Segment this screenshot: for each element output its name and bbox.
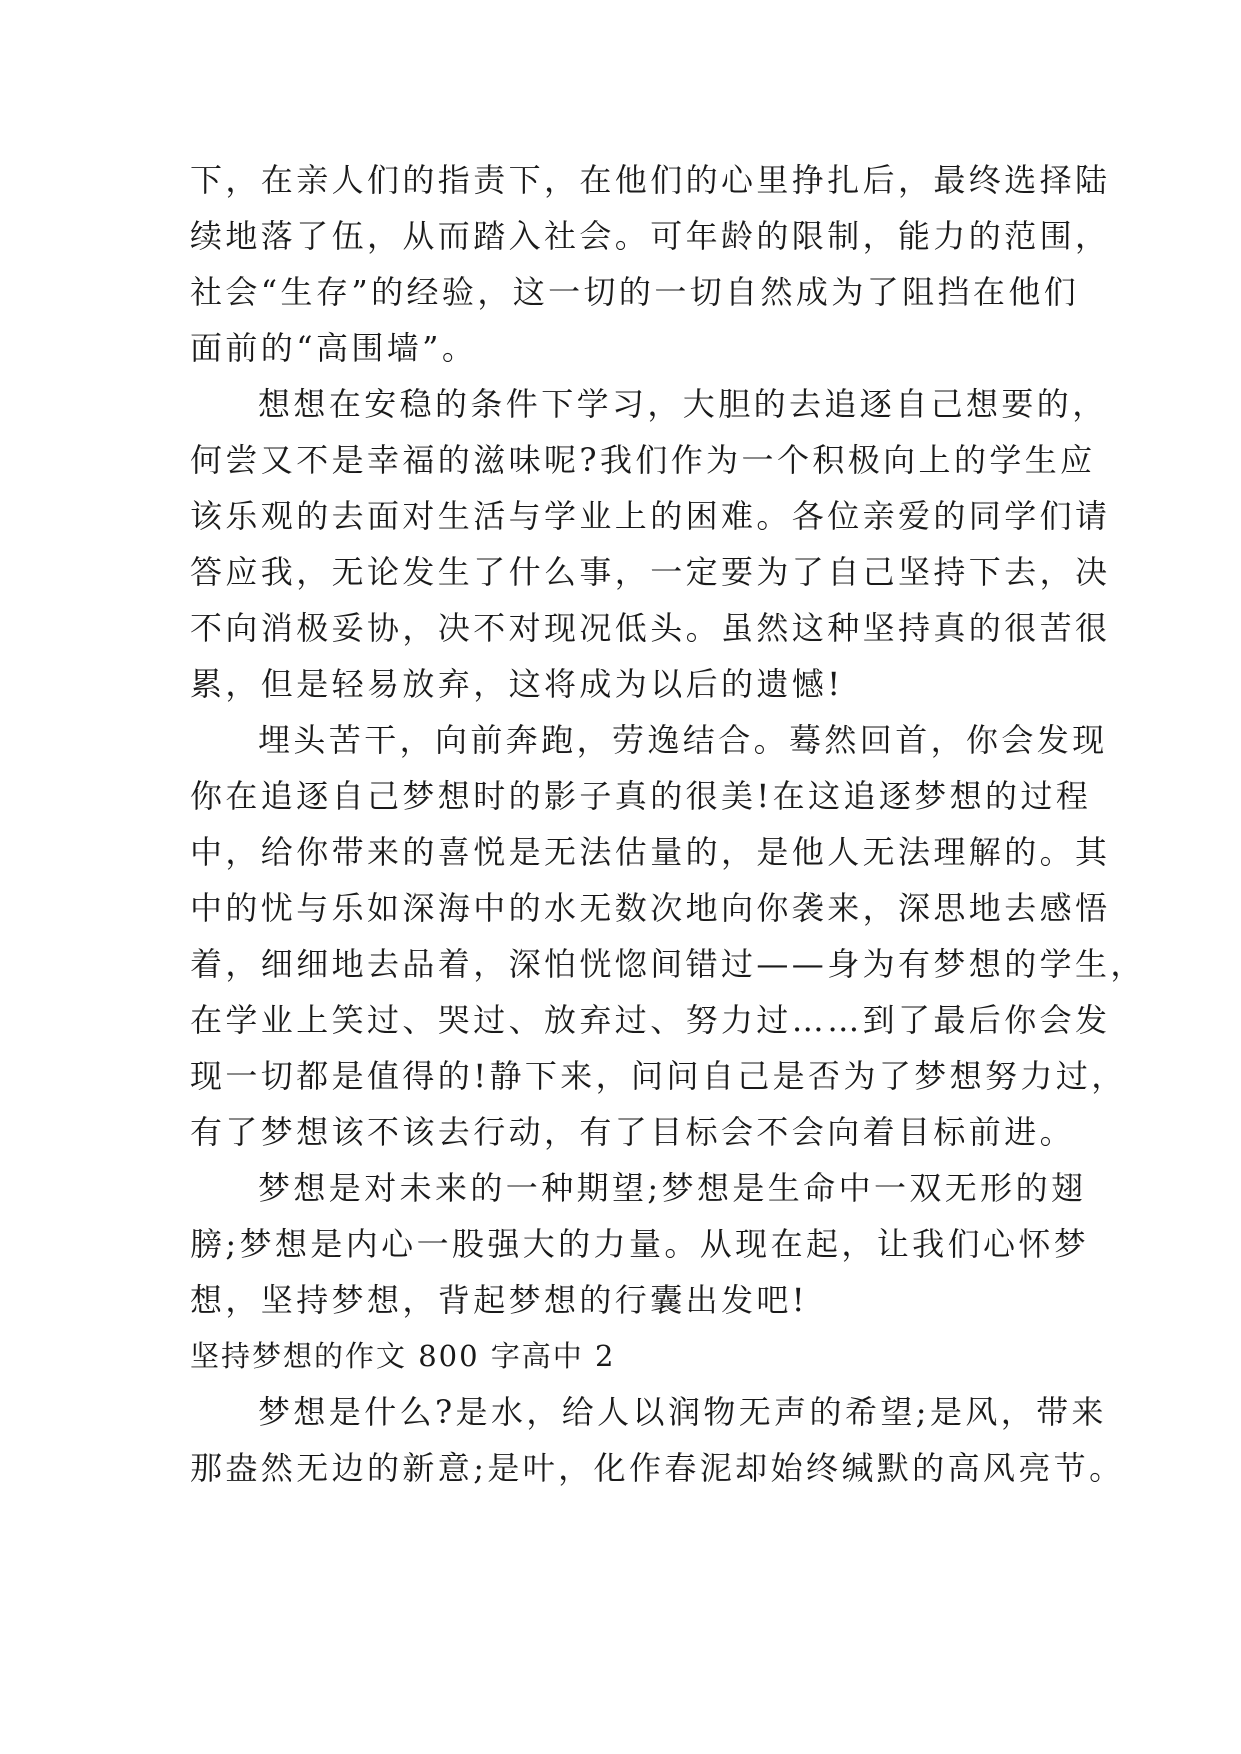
text-line: 续地落了伍，从而踏入社会。可年龄的限制，能力的范围，: [190, 217, 1111, 255]
text-line: 膀;梦想是内心一股强大的力量。从现在起，让我们心怀梦: [190, 1225, 1090, 1263]
text-line: 该乐观的去面对生活与学业上的困难。各位亲爱的同学们请: [190, 497, 1111, 535]
text-line: 中，给你带来的喜悦是无法估量的，是他人无法理解的。其: [190, 833, 1111, 871]
text-line: 梦想是对未来的一种期望;梦想是生命中一双无形的翅: [258, 1169, 1087, 1207]
text-line: 现一切都是值得的!静下来，问问自己是否为了梦想努力过，: [190, 1057, 1127, 1095]
section-heading: 坚持梦想的作文 800 字高中 2: [190, 1339, 616, 1373]
text-line: 有了梦想该不该去行动，有了目标会不会向着目标前进。: [190, 1113, 1076, 1151]
text-line: 中的忧与乐如深海中的水无数次地向你袭来，深思地去感悟: [190, 889, 1111, 927]
text-line: 想，坚持梦想，背起梦想的行囊出发吧!: [190, 1281, 809, 1319]
text-line: 那盎然无边的新意;是叶，化作春泥却始终缄默的高风亮节。: [190, 1449, 1125, 1487]
paragraph-2: [190, 376, 1111, 712]
paragraph-4: [190, 1160, 1090, 1328]
text-line: 想想在安稳的条件下学习，大胆的去追逐自己想要的，: [258, 385, 1108, 423]
text-line: 面前的“高围墙”。: [190, 329, 478, 367]
paragraph-3: [190, 712, 1146, 1160]
text-line: 答应我，无论发生了什么事，一定要为了自己坚持下去，决: [190, 553, 1111, 591]
text-line: 社会“生存”的经验，这一切的一切自然成为了阻挡在他们: [190, 273, 1080, 311]
document-body: [190, 152, 1146, 1496]
paragraph-1: [190, 152, 1111, 376]
text-line: 何尝又不是幸福的滋味呢?我们作为一个积极向上的学生应: [190, 441, 1096, 479]
text-line: 梦想是什么?是水，给人以润物无声的希望;是风，带来: [258, 1393, 1107, 1431]
text-line: 着，细细地去品着，深怕恍惚间错过——身为有梦想的学生，: [190, 945, 1146, 983]
text-line: 埋头苦干，向前奔跑，劳逸结合。蓦然回首，你会发现: [258, 721, 1108, 759]
text-line: 累，但是轻易放弃，这将成为以后的遗憾!: [190, 665, 844, 703]
text-line: 不向消极妥协，决不对现况低头。虽然这种坚持真的很苦很: [190, 609, 1111, 647]
text-line: 下，在亲人们的指责下，在他们的心里挣扎后，最终选择陆: [190, 161, 1111, 199]
text-line: 在学业上笑过、哭过、放弃过、努力过……到了最后你会发: [190, 1001, 1111, 1039]
paragraph-5: [190, 1384, 1125, 1496]
text-line: 你在追逐自己梦想时的影子真的很美!在这追逐梦想的过程: [190, 777, 1092, 815]
